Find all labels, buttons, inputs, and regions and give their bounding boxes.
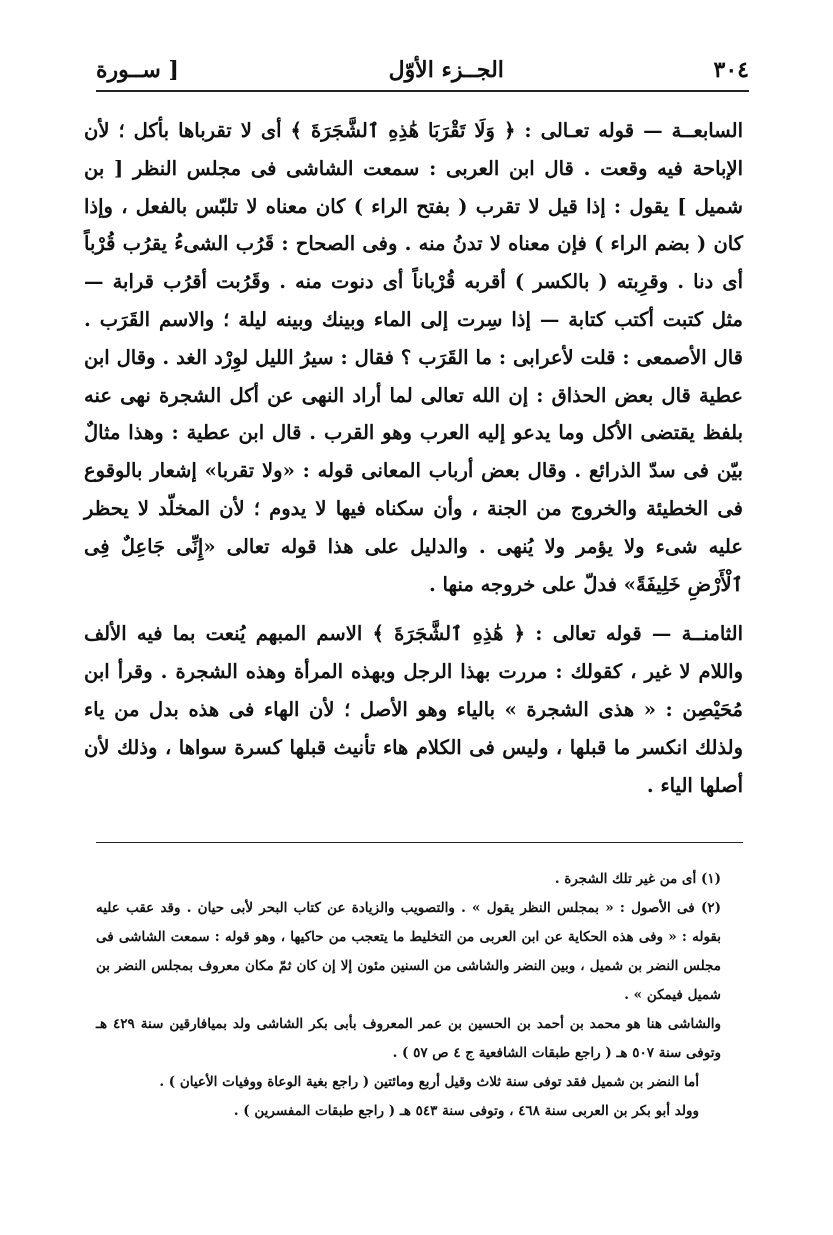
footnote-1: (١) أى من غير تلك الشجرة .	[554, 871, 721, 887]
footnote-2-continued: والشاشى هنا هو محمد بن أحمد بن الحسين بن عمر المعروف بأبى بكر الشاشى ولد بميافارقين سنة ٤٢٩ هـ وتوفى سنة ٥٠٧ هـ ( راجع طبقات الشافعية ج ٤ ص ٥٧ ) .	[96, 1016, 721, 1061]
footnote-2: (٢) فى الأصول : « بمجلس النظر يقول » . والتصويب والزيادة عن كتاب البحر لأبى حيان . وقد عقب عليه بقوله : « وفى هذه الحكاية عن ابن العربى من التخليط ما يتعجب من حاكيها ، وهو قوله : سمعت الشاشى فى مجلس النضر بن شميل ، وبين النضر والشاشى من السنين مئون إلا إن كان ثمّ مكان معروف بمجلس النضر بن شميل فيمكن » .	[96, 900, 721, 1003]
main-text	[84, 112, 743, 804]
page-number: ٣٠٤	[713, 57, 749, 83]
surah-label: [ ســورة	[96, 57, 179, 83]
footnote-2-ibn-arabi: وولد أبو بكر بن العربى سنة ٤٦٨ ، وتوفى سنة ٥٤٣ هـ ( راجع طبقات المفسرين ) .	[233, 1103, 699, 1119]
paragraph-seventh: السابعــة — قوله تعـالى : ﴿ وَلَا تَقْرَبَا هَٰذِهِ ٱلشَّجَرَةَ ﴾ أى لا تقرباها بأكل ؛ لأن الإباحة فيه وقعت . قال ابن العربى : سمعت الشاشى فى مجلس النظر [ بن شميل ] يقول : إذا قيل لا تقرب ( بفتح الراء ) كان معناه لا تلبّس بالفعل ، وإذا كان ( بضم الراء ) فإن معناه لا تدنُ منه . وفى الصحاح : قَرُب الشىءُ يقرُب قُرْباً أى دنا . وقرِبته ( بالكسر ) أقربه قُرْباناً أى دنوت منه . وقَرُبت أقرُب قرابة — مثل كتبت أكتب كتابة — إذا سِرت إلى الماء وبينك وبينه ليلة ؛ والاسم القَرَب . قال الأصمعى : قلت لأعرابى : ما القَرَب ؟ فقال : سيرُ الليل لوِرْد الغد . وقال ابن عطية قال بعض الحذاق : إن الله تعالى لما أراد النهى عن أكل الشجرة نهى عنه بلفظ يقتضى الأكل وما يدعو إليه العرب وهو القرب . قال ابن عطية : وهذا مثالٌ بيّن فى سدّ الذرائع . وقال بعض أرباب المعانى قوله : «ولا تقربا» إشعار بالوقوع فى الخطيئة والخروج من الجنة ، وأن سكناه فيها لا يدوم ؛ لأن المخلّد لا يحظر عليه شىء ولا يؤمر ولا يُنهى . والدليل على هذا قوله تعالى «إِنِّى جَاعِلٌ فِى ٱلْأَرْضِ خَلِيفَةً» فدلّ على خروجه منها .	[84, 119, 743, 596]
paragraph-eighth: الثامنــة — قوله تعالى : ﴿ هَٰذِهِ ٱلشَّجَرَةَ ﴾ الاسم المبهم يُنعت بما فيه الألف واللام لا غير ، كقولك : مررت بهذا الرجل وبهذه المرأة وهذه الشجرة . وقرأ ابن مُحَيْصِن : « هذى الشجرة » بالياء وهو الأصل ؛ لأن الهاء فى هذه بدل من ياء ولذلك انكسر ما قبلها ، وليس فى الكلام هاء تأنيث قبلها كسرة سواها ، وذلك لأن أصلها الياء .	[84, 622, 743, 797]
page-header	[96, 50, 749, 92]
running-title: الجــزء الأوّل	[388, 57, 504, 83]
footnotes	[96, 842, 743, 1126]
footnote-2-nadr: أما النضر بن شميل فقد توفى سنة ثلاث وقيل أربع ومائتين ( راجع بغية الوعاة ووفيات الأعيان ) .	[159, 1074, 699, 1090]
